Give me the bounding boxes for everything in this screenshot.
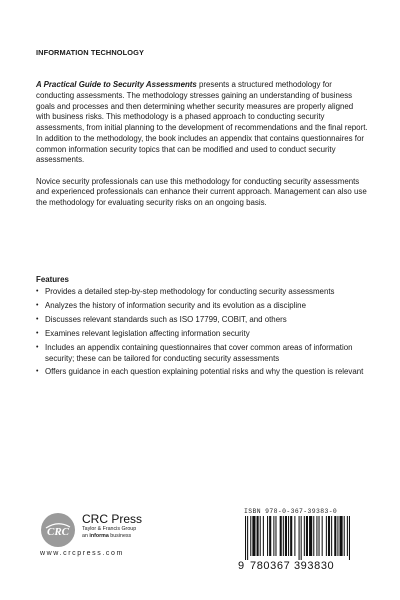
barcode-bar	[299, 516, 300, 560]
feature-text: Includes an appendix containing questionnaires that cover common areas of information security; these can be tailored for conducting security assessments	[45, 342, 353, 363]
crc-logo-icon	[40, 512, 76, 548]
intro-paragraph	[36, 80, 369, 166]
barcode-bar	[290, 516, 292, 556]
bullet-icon: •	[36, 288, 39, 295]
barcode-digits-rest: 780367 393830	[250, 560, 335, 572]
bullet-icon: •	[36, 368, 39, 376]
barcode-bar	[250, 516, 251, 556]
barcode-bar	[334, 516, 336, 556]
audience-paragraph: Novice security professionals can use this methodology for conducting security assessments and experienced professionals can enhance their current approach. Management can also use the methodology for evaluating security risks on an ongoing basis.	[36, 176, 367, 208]
barcode-first-digit: 9	[238, 560, 245, 572]
publisher-block	[82, 513, 142, 540]
feature-text: Examines relevant legislation affecting information security	[45, 328, 250, 338]
bullet-icon: •	[36, 329, 39, 337]
barcode-icon	[243, 516, 359, 560]
barcode-bar	[245, 516, 246, 560]
feature-item	[36, 301, 369, 312]
barcode-bar	[252, 516, 255, 556]
barcode-bar	[294, 516, 295, 556]
barcode-bar	[349, 516, 350, 560]
publisher-name: CRC Press	[82, 512, 143, 526]
barcode-bar	[301, 516, 302, 560]
feature-item	[36, 329, 369, 340]
barcode-bar	[269, 516, 271, 556]
feature-item	[36, 287, 369, 298]
barcode-bar	[326, 516, 327, 556]
barcode-bar	[273, 516, 274, 556]
barcode-bar	[316, 516, 317, 556]
barcode-bar	[267, 516, 268, 556]
barcode-bar	[280, 516, 282, 556]
description	[36, 80, 369, 219]
feature-item	[36, 315, 369, 326]
isbn-label: ISBN 978-0-367-39383-0	[244, 508, 338, 515]
informa-prefix: an	[82, 533, 90, 539]
barcode-bar	[337, 516, 338, 556]
feature-item	[36, 343, 369, 365]
barcode-bar	[340, 516, 343, 556]
bullet-icon: •	[36, 301, 39, 309]
barcode-bar	[288, 516, 289, 556]
bullet-icon: •	[36, 343, 39, 351]
barcode-bar	[313, 516, 314, 556]
feature-text: Provides a detailed step-by-step methodology for conducting security assessments	[45, 287, 335, 296]
features-list	[36, 287, 369, 381]
publisher-website: www.crcpress.com	[40, 550, 124, 557]
barcode-bar	[257, 516, 259, 556]
category-label: INFORMATION TECHNOLOGY	[36, 48, 144, 57]
feature-text: Offers guidance in each question explaining potential risks and why the question is relevant	[45, 367, 364, 377]
bullet-icon: •	[36, 315, 39, 323]
informa-line	[82, 533, 142, 540]
barcode-bar	[344, 516, 345, 556]
barcode-bar	[285, 516, 287, 556]
informa-suffix: business	[108, 533, 132, 539]
feature-item	[36, 367, 369, 378]
informa-brand: informa	[89, 533, 109, 539]
barcode-bar	[306, 516, 308, 556]
barcode-bar	[304, 516, 305, 556]
barcode-bar	[260, 516, 261, 556]
feature-text: Discusses relevant standards such as ISO 17799, COBIT, and others	[45, 314, 287, 324]
publisher-group: Taylor & Francis Group	[82, 526, 137, 532]
barcode-bar	[263, 516, 264, 556]
barcode-bar	[283, 516, 284, 556]
barcode-bar	[319, 516, 320, 556]
barcode-bar	[328, 516, 330, 556]
barcode-bar	[247, 516, 248, 560]
barcode-bar	[331, 516, 332, 556]
feature-text: Analyzes the history of information security and its evolution as a discipline	[45, 300, 306, 310]
intro-text: presents a structured methodology for conducting assessments. The methodology stresses gaining an understanding of business goals and processes and then determining whether security measures are properly aligned with business risks. This methodology is a phased approach to conducting security assessments, from initial planning to the development of recommendations and the final report. In addition to the methodology, the book includes an appendix that contains questionnaires for common information security topics that can be modified and used to conduct security assessments.	[36, 80, 368, 165]
barcode-bar	[309, 516, 312, 556]
book-title: A Practical Guide to Security Assessments	[36, 80, 197, 89]
barcode-bar	[322, 516, 323, 556]
barcode-bar	[275, 516, 276, 556]
features-heading: Features	[36, 275, 69, 284]
barcode-bar	[347, 516, 348, 556]
logo-text: CRC	[46, 526, 70, 538]
